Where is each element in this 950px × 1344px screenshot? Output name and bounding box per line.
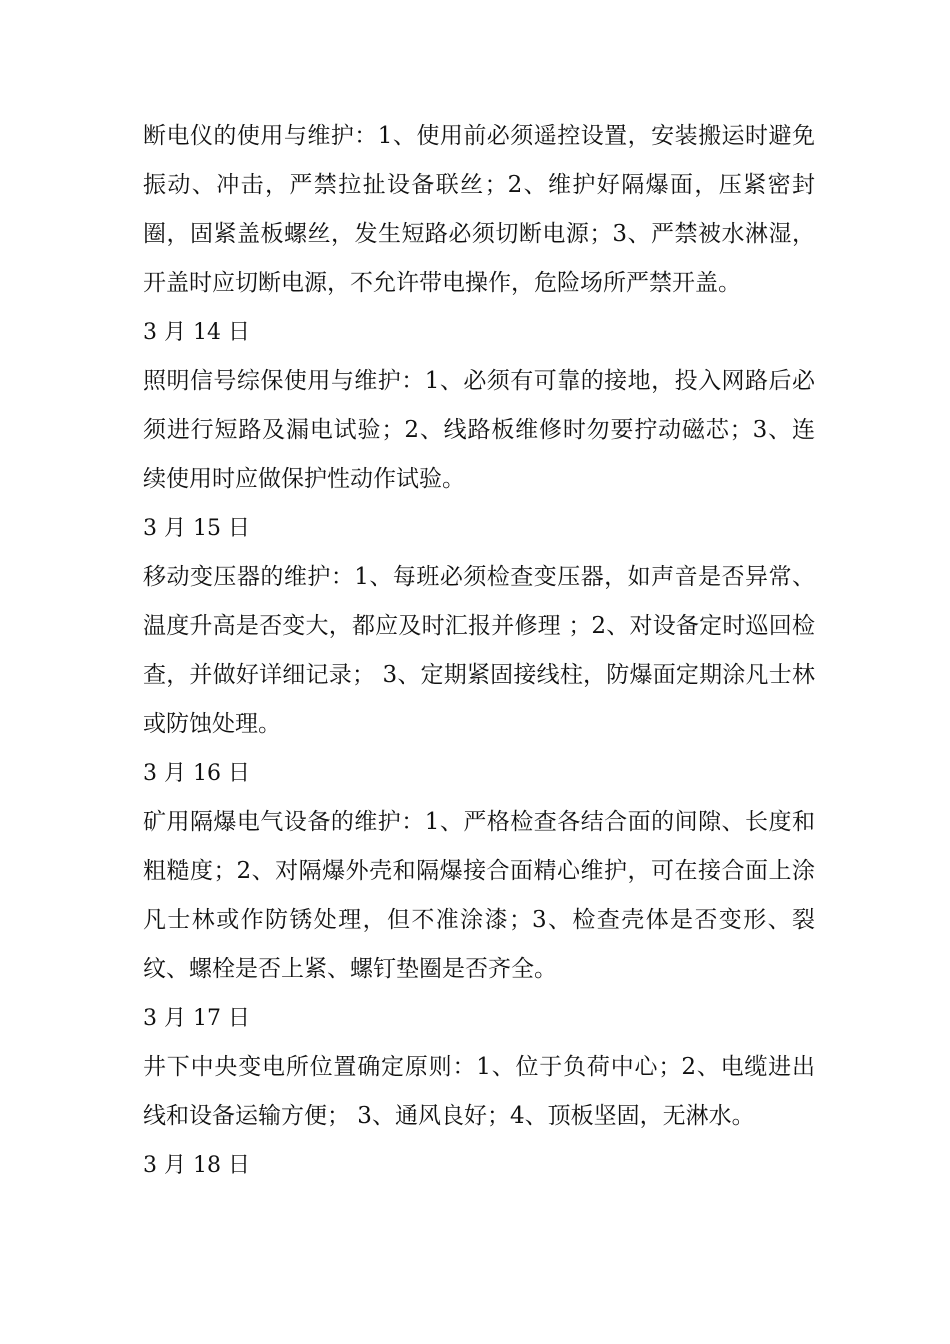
paragraph-lighting-signal-protector: 照明信号综保使用与维护：1、必须有可靠的接地，投入网路后必须进行短路及漏电试验；2、线路板维修时勿要拧动磁芯；3、连续使用时应做保护性动作试验。	[143, 368, 815, 492]
paragraph-substation-location: 井下中央变电所位置确定原则：1、位于负荷中心；2、电缆进出线和设备运输方便； 3、通风良好；4、顶板坚固，无淋水。	[143, 1054, 815, 1129]
paragraph-explosion-proof-equipment: 矿用隔爆电气设备的维护：1、严格检查各结合面的间隙、长度和粗糙度；2、对隔爆外壳和隔爆接合面精心维护，可在接合面上涂凡士林或作防锈处理，但不准涂漆；3、检查壳体是否变形、裂纹、螺栓是否上紧、螺钉垫圈是否齐全。	[143, 809, 815, 982]
paragraph-power-cutoff-device: 断电仪的使用与维护：1、使用前必须遥控设置，安装搬运时避免振动、冲击，严禁拉扯设备联丝；2、维护好隔爆面，压紧密封圈，固紧盖板螺丝，发生短路必须切断电源；3、严禁被水淋湿，开盖时应切断电源，不允许带电操作，危险场所严禁开盖。	[143, 123, 815, 296]
date-heading-mar-14: 3 月 14 日	[143, 320, 250, 345]
document-body	[143, 112, 815, 1190]
paragraph-mobile-transformer: 移动变压器的维护：1、每班必须检查变压器，如声音是否异常、温度升高是否变大，都应及时汇报并修理 ；2、对设备定时巡回检查，并做好详细记录； 3、定期紧固接线柱，防爆面定期涂凡士林或防蚀处理。	[143, 564, 815, 737]
date-heading-mar-16: 3 月 16 日	[143, 761, 250, 786]
date-heading-mar-18: 3 月 18 日	[143, 1153, 250, 1178]
date-heading-mar-17: 3 月 17 日	[143, 1006, 250, 1031]
date-heading-mar-15: 3 月 15 日	[143, 516, 250, 541]
